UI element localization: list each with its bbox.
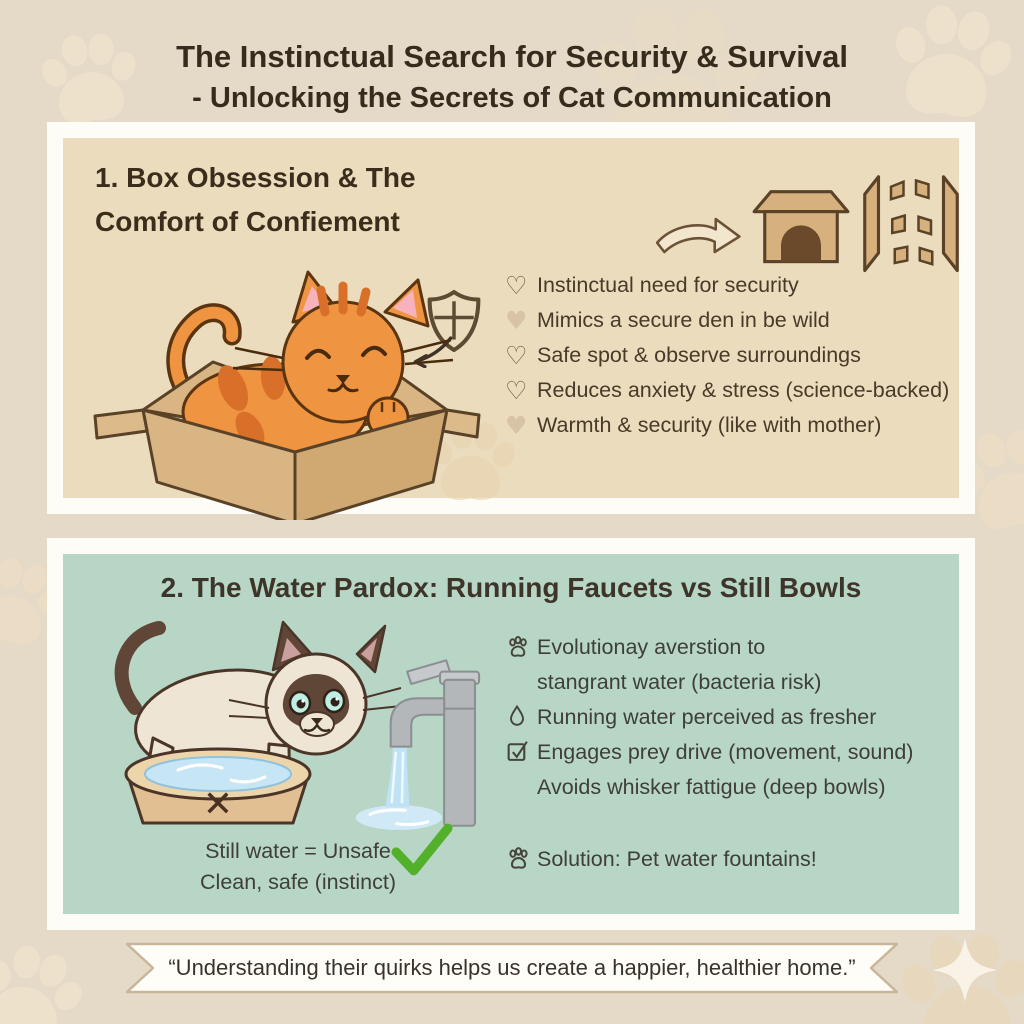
section1-heading-line2: Comfort of Confiement [95, 206, 400, 237]
page-title [0, 36, 1024, 118]
list-item-text: Evolutionay averstion to [537, 635, 766, 659]
section1-heading-line1: 1. Box Obsession & The [95, 162, 416, 193]
list-item [505, 268, 949, 303]
footer-banner [125, 942, 899, 994]
list-item [505, 700, 913, 735]
bowl-caption-line2: Clean, safe (instinct) [200, 870, 396, 894]
title-line-1: The Instinctual Search for Security & Survival [176, 39, 848, 74]
list-item [505, 408, 949, 443]
heart-filled-icon: ♥ [505, 411, 528, 440]
section1-heading [95, 156, 416, 244]
section1-panel [63, 138, 959, 498]
section2-bullet-list [505, 630, 913, 805]
list-item-text: Running water perceived as fresher [537, 705, 877, 729]
bowl-caption-line1: Still water = Unsafe [205, 839, 391, 863]
running-faucet-illustration [353, 649, 488, 834]
cat-den-icon [751, 180, 851, 272]
list-item-text: Warmth & security (like with mother) [537, 413, 882, 437]
section2-panel [63, 554, 959, 914]
list-item-text: Reduces anxiety & stress (science-backed) [537, 378, 950, 402]
droplet-icon [505, 704, 537, 732]
bowl-x-mark: ✕ [202, 783, 234, 824]
cat-in-box-illustration [85, 260, 485, 520]
heart-filled-icon: ♥ [505, 306, 528, 335]
list-item [505, 665, 913, 700]
list-item-text: Engages prey drive (movement, sound) [537, 740, 914, 764]
curved-arrow-icon [653, 203, 743, 265]
solution-row-wrap [505, 842, 817, 877]
box-flaps-icon [861, 173, 961, 278]
paw-icon [505, 844, 537, 875]
section2-heading: 2. The Water Pardox: Running Faucets vs Still Bowls [160, 572, 862, 603]
paw-icon [505, 633, 537, 663]
footer-quote: “Understanding their quirks helps us create a happier, healthier home.” [168, 955, 856, 980]
list-item [505, 735, 913, 770]
list-item [505, 338, 949, 373]
heart-outline-icon: ♡ [505, 271, 528, 300]
list-item-text: stangrant water (bacteria risk) [537, 670, 822, 694]
list-item [505, 630, 913, 665]
list-item-text: Safe spot & observe surroundings [537, 343, 861, 367]
section1-card [47, 122, 975, 514]
paw-print-decoration [0, 923, 97, 1024]
list-item [505, 303, 949, 338]
bowl-caption [143, 836, 453, 898]
list-item-text: Mimics a secure den in be wild [537, 308, 830, 332]
list-item-text: Avoids whisker fattigue (deep bowls) [537, 775, 886, 799]
section2-card [47, 538, 975, 930]
checkbox-icon [505, 738, 537, 767]
heart-outline-icon: ♡ [505, 376, 528, 405]
solution-text: Solution: Pet water fountains! [537, 847, 817, 871]
sparkle-icon [933, 938, 997, 1002]
heart-outline-icon: ♡ [505, 341, 528, 370]
section1-bullet-list [505, 268, 949, 443]
solution-row [505, 842, 817, 877]
list-item-text: Instinctual need for security [537, 273, 799, 297]
list-item [505, 373, 949, 408]
title-line-2: - Unlocking the Secrets of Cat Communication [192, 82, 832, 114]
list-item [505, 770, 913, 805]
